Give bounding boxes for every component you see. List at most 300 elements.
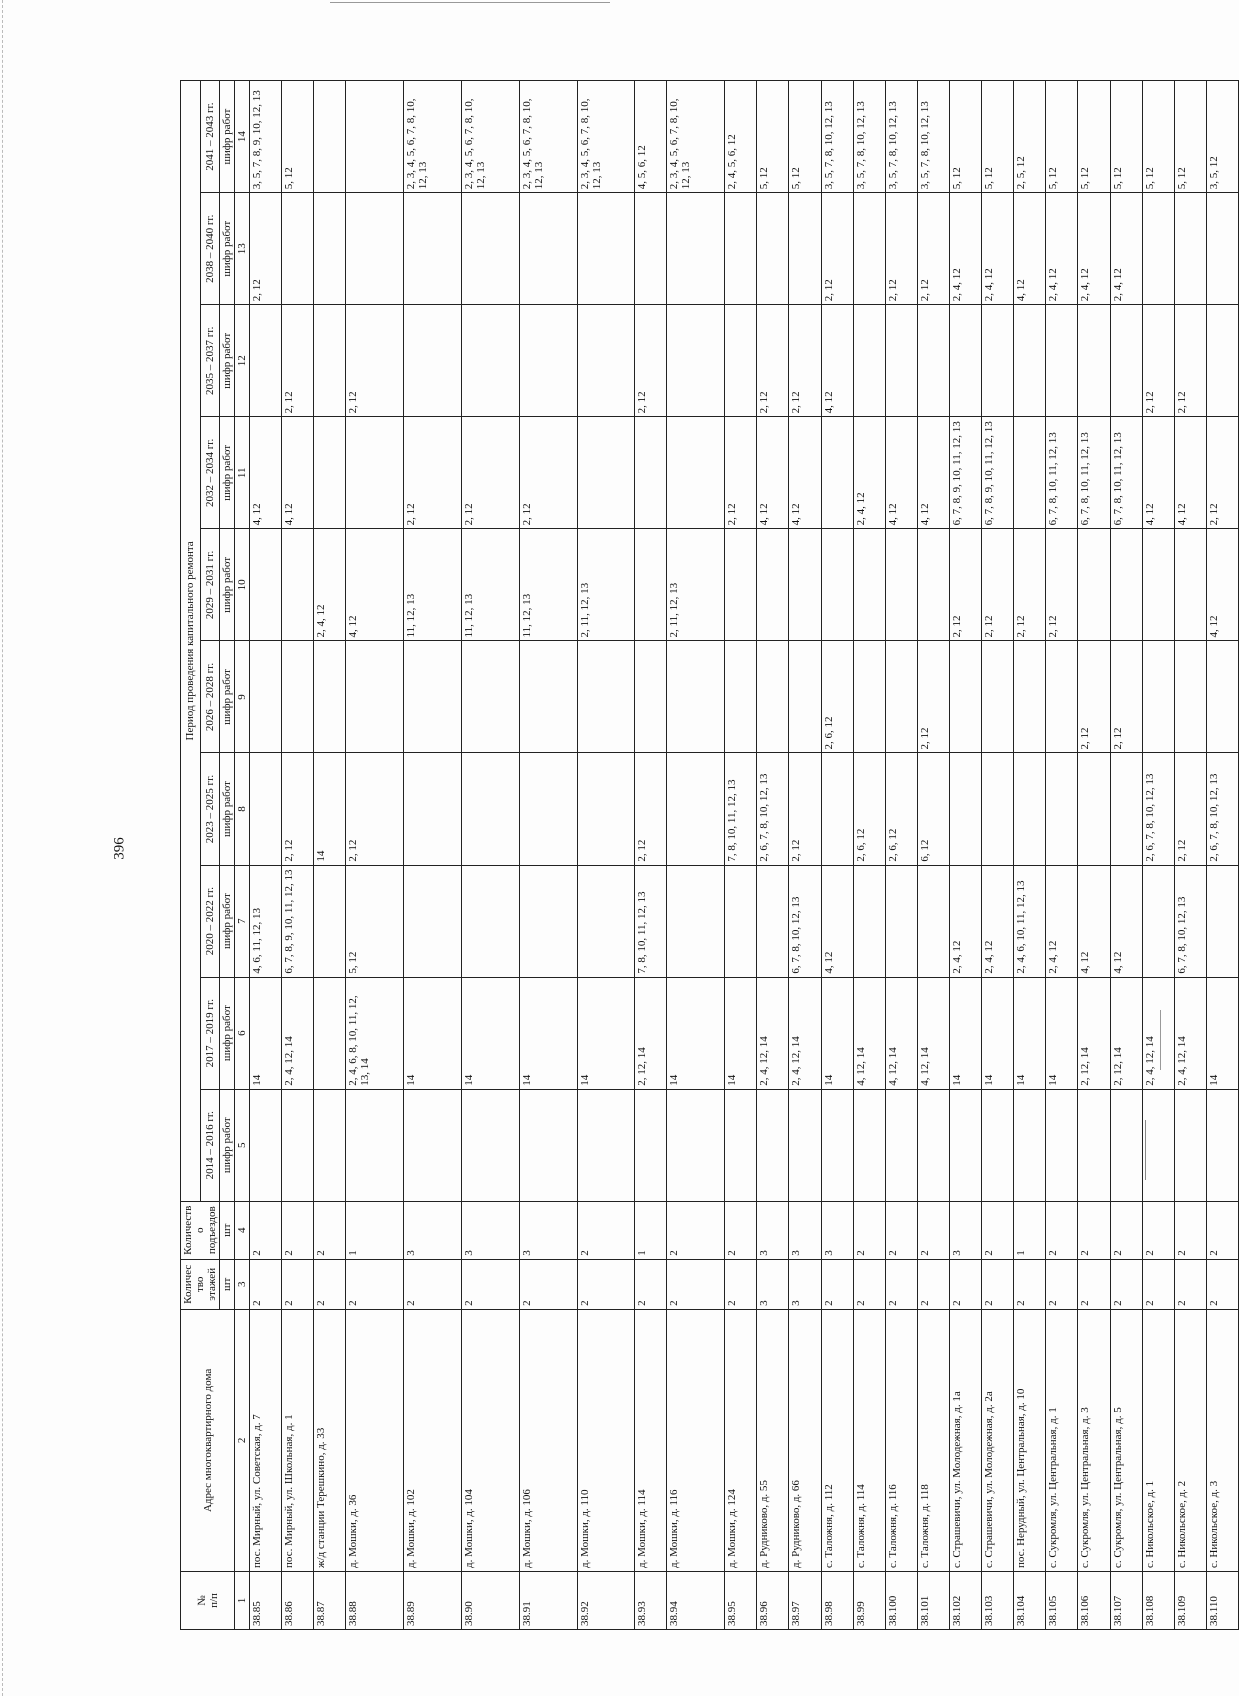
row-address: пос. Мирный, ул. Советская, д. 7 xyxy=(250,1309,282,1571)
row-floors: 2 xyxy=(725,1259,757,1309)
row-period-cipher xyxy=(577,753,635,865)
row-period-cipher xyxy=(821,417,853,529)
row-period-cipher xyxy=(635,417,667,529)
row-period-cipher xyxy=(757,641,789,753)
row-period-cipher xyxy=(314,81,346,193)
row-period-cipher xyxy=(667,641,725,753)
table-row xyxy=(635,81,667,1630)
row-period-cipher xyxy=(1078,529,1110,641)
table-row xyxy=(314,81,346,1630)
row-period-cipher xyxy=(314,977,346,1089)
row-period-cipher xyxy=(1142,865,1174,977)
row-period-cipher: 2, 4, 12, 14 xyxy=(789,977,821,1089)
row-period-cipher xyxy=(1110,1089,1142,1201)
row-period-cipher: 4, 12 xyxy=(1110,865,1142,977)
row-period-cipher xyxy=(314,417,346,529)
row-period-cipher: 5, 12 xyxy=(346,865,404,977)
row-number: 38.100 xyxy=(885,1571,917,1629)
row-number: 38.102 xyxy=(949,1571,981,1629)
row-period-cipher xyxy=(1174,641,1206,753)
row-period-cipher: 2, 6, 7, 8, 10, 12, 13 xyxy=(757,753,789,865)
table-row xyxy=(821,81,853,1630)
row-period-cipher: 14 xyxy=(821,977,853,1089)
header-cipher-4: шифр работ xyxy=(220,641,235,753)
row-entrances: 2 xyxy=(1078,1201,1110,1259)
row-period-cipher xyxy=(519,865,577,977)
header-floors: Количество этажей xyxy=(181,1259,220,1309)
row-floors: 2 xyxy=(250,1259,282,1309)
header-unit-entrances: шт xyxy=(220,1201,235,1259)
row-period-cipher: 4, 12, 14 xyxy=(885,977,917,1089)
row-period-cipher: 2, 12 xyxy=(635,753,667,865)
row-period-cipher: 6, 12 xyxy=(917,753,949,865)
row-period-cipher: 2, 4, 12 xyxy=(1046,193,1078,305)
header-column-numbers xyxy=(235,81,250,1630)
table-row xyxy=(1014,81,1046,1630)
row-period-cipher: 4, 12 xyxy=(821,305,853,417)
row-period-cipher xyxy=(314,1089,346,1201)
header-column-number: 9 xyxy=(235,641,250,753)
row-period-cipher xyxy=(853,529,885,641)
row-address: пос. Мирный, ул. Школьная, д. 1 xyxy=(282,1309,314,1571)
row-entrances: 3 xyxy=(789,1201,821,1259)
row-period-cipher: 2, 6, 7, 8, 10, 12, 13 xyxy=(1206,753,1238,865)
row-number: 38.85 xyxy=(250,1571,282,1629)
row-period-cipher xyxy=(577,305,635,417)
row-period-cipher xyxy=(314,305,346,417)
table-row xyxy=(577,81,635,1630)
row-period-cipher xyxy=(635,1089,667,1201)
row-period-cipher: 2, 4, 12 xyxy=(1078,193,1110,305)
row-period-cipher: 2, 12 xyxy=(885,193,917,305)
row-period-cipher: 2, 12 xyxy=(519,417,577,529)
row-floors: 2 xyxy=(853,1259,885,1309)
header-column-number: 11 xyxy=(235,417,250,529)
row-entrances: 2 xyxy=(282,1201,314,1259)
row-number: 38.92 xyxy=(577,1571,635,1629)
row-period-cipher: 14 xyxy=(725,977,757,1089)
row-period-cipher: 14 xyxy=(1206,977,1238,1089)
row-address: д. Мошки, д. 110 xyxy=(577,1309,635,1571)
row-number: 38.101 xyxy=(917,1571,949,1629)
row-entrances: 3 xyxy=(821,1201,853,1259)
row-address: д. Мошки, д. 104 xyxy=(461,1309,519,1571)
row-period-cipher xyxy=(519,193,577,305)
table-row xyxy=(250,81,282,1630)
row-period-cipher xyxy=(917,305,949,417)
row-period-cipher: 2, 12, 14 xyxy=(1078,977,1110,1089)
row-period-cipher xyxy=(885,529,917,641)
row-period-cipher xyxy=(725,193,757,305)
row-period-cipher: 2, 12 xyxy=(1174,305,1206,417)
row-floors: 2 xyxy=(949,1259,981,1309)
row-period-cipher: 5, 12 xyxy=(1046,81,1078,193)
row-period-cipher: 2, 4, 12 xyxy=(1110,193,1142,305)
row-address: с. Таложня, д. 118 xyxy=(917,1309,949,1571)
row-period-cipher xyxy=(1078,305,1110,417)
row-period-cipher: 2, 5, 12 xyxy=(1014,81,1046,193)
row-period-cipher: 4, 12 xyxy=(282,417,314,529)
row-period-cipher: 2, 4, 12, 14 xyxy=(282,977,314,1089)
row-period-cipher xyxy=(577,417,635,529)
header-cipher-6: шифр работ xyxy=(220,417,235,529)
row-period-cipher xyxy=(250,641,282,753)
row-period-cipher: 4, 12 xyxy=(757,417,789,529)
row-address: д. Мошки, д. 106 xyxy=(519,1309,577,1571)
header-period-4: 2026 – 2028 гг. xyxy=(200,641,220,753)
table-row xyxy=(725,81,757,1630)
row-period-cipher: 2, 11, 12, 13 xyxy=(577,529,635,641)
header-period-5: 2029 – 2031 гг. xyxy=(200,529,220,641)
row-address: с. Никольское, д. 1 xyxy=(1142,1309,1174,1571)
row-period-cipher xyxy=(1142,641,1174,753)
row-period-cipher: 14 xyxy=(577,977,635,1089)
row-period-cipher xyxy=(461,753,519,865)
row-period-cipher xyxy=(667,1089,725,1201)
row-period-cipher xyxy=(1174,193,1206,305)
header-column-number: 4 xyxy=(235,1201,250,1259)
row-period-cipher xyxy=(250,753,282,865)
header-column-number: 12 xyxy=(235,305,250,417)
table-row xyxy=(949,81,981,1630)
row-period-cipher xyxy=(577,1089,635,1201)
row-entrances: 2 xyxy=(885,1201,917,1259)
row-floors: 2 xyxy=(314,1259,346,1309)
row-period-cipher xyxy=(982,1089,1014,1201)
row-floors: 3 xyxy=(789,1259,821,1309)
row-period-cipher: 2, 12 xyxy=(1206,417,1238,529)
row-period-cipher xyxy=(725,305,757,417)
row-address: д. Мошки, д. 36 xyxy=(346,1309,404,1571)
row-period-cipher: 2, 12 xyxy=(757,305,789,417)
row-period-cipher: 7, 8, 10, 11, 12, 13 xyxy=(635,865,667,977)
table-row xyxy=(461,81,519,1630)
row-period-cipher: 2, 3, 4, 5, 6, 7, 8, 10, 12, 13 xyxy=(667,81,725,193)
row-period-cipher: 4, 12 xyxy=(1078,865,1110,977)
row-period-cipher: 2, 4, 12 xyxy=(982,193,1014,305)
row-entrances: 2 xyxy=(1110,1201,1142,1259)
row-number: 38.103 xyxy=(982,1571,1014,1629)
row-period-cipher xyxy=(404,865,462,977)
row-period-cipher: 6, 7, 8, 9, 10, 11, 12, 13 xyxy=(982,417,1014,529)
header-column-number: 10 xyxy=(235,529,250,641)
row-period-cipher: 11, 12, 13 xyxy=(404,529,462,641)
row-period-cipher: 14 xyxy=(404,977,462,1089)
row-period-cipher: 2, 4, 12, 14 xyxy=(1142,977,1174,1089)
row-period-cipher xyxy=(577,641,635,753)
row-entrances: 2 xyxy=(250,1201,282,1259)
row-period-cipher: 4, 12 xyxy=(885,417,917,529)
row-period-cipher xyxy=(1046,1089,1078,1201)
rotated-table-container xyxy=(180,80,1230,1630)
header-column-number: 13 xyxy=(235,193,250,305)
row-period-cipher xyxy=(821,753,853,865)
row-number: 38.107 xyxy=(1110,1571,1142,1629)
row-period-cipher: 4, 12 xyxy=(346,529,404,641)
row-period-cipher: 2, 12 xyxy=(1046,529,1078,641)
row-period-cipher xyxy=(1206,1089,1238,1201)
header-column-number: 1 xyxy=(235,1571,250,1629)
row-period-cipher xyxy=(461,193,519,305)
row-period-cipher xyxy=(1142,529,1174,641)
row-period-cipher: 2, 4, 12 xyxy=(949,193,981,305)
row-entrances: 2 xyxy=(667,1201,725,1259)
row-period-cipher: 2, 6, 12 xyxy=(853,753,885,865)
header-period-6: 2032 – 2034 гг. xyxy=(200,417,220,529)
row-period-cipher xyxy=(282,641,314,753)
row-period-cipher xyxy=(577,193,635,305)
table-row xyxy=(853,81,885,1630)
table-row xyxy=(519,81,577,1630)
row-period-cipher xyxy=(1206,305,1238,417)
header-address: Адрес многоквартирного дома xyxy=(181,1309,235,1571)
header-period: Период проведения капитального ремонта xyxy=(181,81,201,1202)
row-period-cipher: 7, 8, 10, 11, 12, 13 xyxy=(725,753,757,865)
row-period-cipher xyxy=(404,305,462,417)
row-period-cipher: 2, 4, 12 xyxy=(314,529,346,641)
row-number: 38.89 xyxy=(404,1571,462,1629)
row-address: д. Рудниково, д. 66 xyxy=(789,1309,821,1571)
row-floors: 2 xyxy=(577,1259,635,1309)
row-entrances: 2 xyxy=(314,1201,346,1259)
row-period-cipher: 2, 12 xyxy=(346,305,404,417)
row-address: с. Сукромля, ул. Центральная, д. 5 xyxy=(1110,1309,1142,1571)
row-period-cipher: 2, 11, 12, 13 xyxy=(667,529,725,641)
row-period-cipher: 14 xyxy=(982,977,1014,1089)
row-period-cipher xyxy=(1110,753,1142,865)
row-number: 38.90 xyxy=(461,1571,519,1629)
row-period-cipher xyxy=(314,865,346,977)
header-cipher-3: шифр работ xyxy=(220,753,235,865)
row-period-cipher xyxy=(725,865,757,977)
row-number: 38.98 xyxy=(821,1571,853,1629)
row-period-cipher: 4, 12 xyxy=(250,417,282,529)
row-period-cipher: 5, 12 xyxy=(1174,81,1206,193)
row-period-cipher xyxy=(1174,529,1206,641)
row-period-cipher xyxy=(1014,641,1046,753)
row-period-cipher xyxy=(885,641,917,753)
row-period-cipher xyxy=(346,81,404,193)
row-period-cipher: 6, 7, 8, 10, 12, 13 xyxy=(1174,865,1206,977)
page-number: 396 xyxy=(111,837,128,860)
table-row xyxy=(1110,81,1142,1630)
row-address: с. Никольское, д. 3 xyxy=(1206,1309,1238,1571)
row-period-cipher: 3, 5, 7, 8, 10, 12, 13 xyxy=(917,81,949,193)
row-period-cipher: 2, 12 xyxy=(1014,529,1046,641)
row-entrances: 2 xyxy=(853,1201,885,1259)
row-period-cipher xyxy=(982,305,1014,417)
row-address: д. Мошки, д. 102 xyxy=(404,1309,462,1571)
row-period-cipher: 14 xyxy=(1046,977,1078,1089)
row-period-cipher xyxy=(314,641,346,753)
row-period-cipher: 2, 4, 12, 14 xyxy=(757,977,789,1089)
row-period-cipher: 2, 12 xyxy=(1110,641,1142,753)
row-address: с. Сукромля, ул. Центральная, д. 1 xyxy=(1046,1309,1078,1571)
table-row xyxy=(1174,81,1206,1630)
row-period-cipher: 14 xyxy=(250,977,282,1089)
table-row xyxy=(346,81,404,1630)
row-period-cipher xyxy=(635,641,667,753)
header-column-number: 7 xyxy=(235,865,250,977)
row-period-cipher: 2, 12 xyxy=(404,417,462,529)
row-period-cipher: 2, 4, 6, 10, 11, 12, 13 xyxy=(1014,865,1046,977)
row-period-cipher: 6, 7, 8, 10, 11, 12, 13 xyxy=(1110,417,1142,529)
row-period-cipher xyxy=(1174,1089,1206,1201)
row-entrances: 1 xyxy=(346,1201,404,1259)
row-period-cipher xyxy=(917,529,949,641)
row-period-cipher: 2, 4, 12 xyxy=(1046,865,1078,977)
row-period-cipher xyxy=(789,1089,821,1201)
row-number: 38.93 xyxy=(635,1571,667,1629)
row-period-cipher xyxy=(885,305,917,417)
row-period-cipher xyxy=(346,641,404,753)
row-period-cipher: 2, 6, 12 xyxy=(821,641,853,753)
row-number: 38.95 xyxy=(725,1571,757,1629)
row-period-cipher: 14 xyxy=(519,977,577,1089)
row-period-cipher: 3, 5, 7, 8, 10, 12, 13 xyxy=(885,81,917,193)
row-period-cipher xyxy=(635,529,667,641)
header-column-number: 2 xyxy=(235,1309,250,1571)
row-period-cipher: 2, 4, 12 xyxy=(949,865,981,977)
row-period-cipher xyxy=(853,1089,885,1201)
row-period-cipher: 6, 7, 8, 10, 12, 13 xyxy=(789,865,821,977)
row-period-cipher xyxy=(1206,865,1238,977)
row-period-cipher: 2, 12 xyxy=(282,753,314,865)
row-period-cipher: 2, 3, 4, 5, 6, 7, 8, 10, 12, 13 xyxy=(404,81,462,193)
table-row xyxy=(789,81,821,1630)
table-row xyxy=(282,81,314,1630)
row-period-cipher xyxy=(725,641,757,753)
row-period-cipher: 4, 12 xyxy=(821,865,853,977)
row-floors: 2 xyxy=(635,1259,667,1309)
row-entrances: 3 xyxy=(461,1201,519,1259)
capital-repair-schedule-table xyxy=(180,80,1239,1630)
row-period-cipher xyxy=(949,753,981,865)
row-period-cipher xyxy=(667,865,725,977)
header-period-0: 2014 – 2016 гг. xyxy=(200,1089,220,1201)
row-period-cipher xyxy=(757,529,789,641)
scan-artifact-line xyxy=(330,2,610,3)
header-column-number: 6 xyxy=(235,977,250,1089)
row-period-cipher: 2, 6, 7, 8, 10, 12, 13 xyxy=(1142,753,1174,865)
row-period-cipher: 2, 6, 12 xyxy=(885,753,917,865)
row-entrances: 2 xyxy=(725,1201,757,1259)
row-period-cipher: 2, 3, 4, 5, 6, 7, 8, 10, 12, 13 xyxy=(577,81,635,193)
row-entrances: 2 xyxy=(1046,1201,1078,1259)
row-period-cipher: 2, 12 xyxy=(789,753,821,865)
header-column-number: 8 xyxy=(235,753,250,865)
row-period-cipher: 2, 4, 12 xyxy=(982,865,1014,977)
row-period-cipher: 14 xyxy=(1014,977,1046,1089)
row-floors: 2 xyxy=(1206,1259,1238,1309)
row-number: 38.105 xyxy=(1046,1571,1078,1629)
row-period-cipher xyxy=(1142,1089,1174,1201)
row-period-cipher: 6, 7, 8, 10, 11, 12, 13 xyxy=(1078,417,1110,529)
row-period-cipher: 2, 12 xyxy=(789,305,821,417)
header-cipher-5: шифр работ xyxy=(220,529,235,641)
row-floors: 2 xyxy=(1174,1259,1206,1309)
row-period-cipher xyxy=(1046,641,1078,753)
row-period-cipher xyxy=(667,417,725,529)
row-period-cipher xyxy=(1110,305,1142,417)
row-period-cipher: 3, 5, 7, 8, 10, 12, 13 xyxy=(821,81,853,193)
row-period-cipher xyxy=(917,865,949,977)
row-period-cipher xyxy=(789,529,821,641)
row-number: 38.97 xyxy=(789,1571,821,1629)
row-number: 38.88 xyxy=(346,1571,404,1629)
row-period-cipher: 2, 12 xyxy=(1142,305,1174,417)
row-period-cipher: 5, 12 xyxy=(282,81,314,193)
row-address: с. Таложня, д. 112 xyxy=(821,1309,853,1571)
row-period-cipher xyxy=(404,1089,462,1201)
row-floors: 2 xyxy=(1078,1259,1110,1309)
row-number: 38.87 xyxy=(314,1571,346,1629)
row-period-cipher: 2, 4, 12 xyxy=(853,417,885,529)
row-floors: 2 xyxy=(1014,1259,1046,1309)
row-period-cipher: 2, 12 xyxy=(635,305,667,417)
table-row xyxy=(667,81,725,1630)
row-address: д. Рудниково, д. 55 xyxy=(757,1309,789,1571)
row-floors: 2 xyxy=(1046,1259,1078,1309)
header-cipher-8: шифр работ xyxy=(220,193,235,305)
header-cipher-0: шифр работ xyxy=(220,1089,235,1201)
header-cipher-7: шифр работ xyxy=(220,305,235,417)
row-number: 38.91 xyxy=(519,1571,577,1629)
row-period-cipher xyxy=(1078,753,1110,865)
row-entrances: 1 xyxy=(1014,1201,1046,1259)
table-row xyxy=(885,81,917,1630)
row-period-cipher xyxy=(404,753,462,865)
row-period-cipher xyxy=(1206,193,1238,305)
row-period-cipher xyxy=(1142,193,1174,305)
row-period-cipher: 2, 3, 4, 5, 6, 7, 8, 10, 12, 13 xyxy=(461,81,519,193)
row-number: 38.86 xyxy=(282,1571,314,1629)
row-number: 38.106 xyxy=(1078,1571,1110,1629)
row-entrances: 2 xyxy=(982,1201,1014,1259)
row-period-cipher: 14 xyxy=(314,753,346,865)
row-period-cipher xyxy=(789,193,821,305)
row-period-cipher xyxy=(461,305,519,417)
row-period-cipher: 4, 6, 11, 12, 13 xyxy=(250,865,282,977)
row-period-cipher xyxy=(982,753,1014,865)
row-floors: 2 xyxy=(282,1259,314,1309)
row-floors: 2 xyxy=(917,1259,949,1309)
row-period-cipher: 4, 12 xyxy=(1014,193,1046,305)
row-period-cipher xyxy=(1014,1089,1046,1201)
row-period-cipher: 2, 4, 6, 8, 10, 11, 12, 13, 14 xyxy=(346,977,404,1089)
row-period-cipher: 4, 12 xyxy=(1142,417,1174,529)
row-floors: 2 xyxy=(346,1259,404,1309)
row-period-cipher: 4, 12 xyxy=(789,417,821,529)
row-period-cipher: 3, 5, 7, 8, 10, 12, 13 xyxy=(853,81,885,193)
row-period-cipher xyxy=(519,641,577,753)
header-cipher-1: шифр работ xyxy=(220,977,235,1089)
header-column-number: 3 xyxy=(235,1259,250,1309)
row-period-cipher xyxy=(725,1089,757,1201)
header-column-number: 5 xyxy=(235,1089,250,1201)
row-period-cipher xyxy=(461,1089,519,1201)
row-period-cipher: 2, 12 xyxy=(917,641,949,753)
row-period-cipher: 5, 12 xyxy=(789,81,821,193)
row-number: 38.94 xyxy=(667,1571,725,1629)
row-period-cipher xyxy=(885,865,917,977)
row-period-cipher xyxy=(404,193,462,305)
header-period-8: 2038 – 2040 гг. xyxy=(200,193,220,305)
row-period-cipher: 2, 12 xyxy=(250,193,282,305)
row-period-cipher xyxy=(949,641,981,753)
row-period-cipher: 14 xyxy=(949,977,981,1089)
row-floors: 2 xyxy=(404,1259,462,1309)
